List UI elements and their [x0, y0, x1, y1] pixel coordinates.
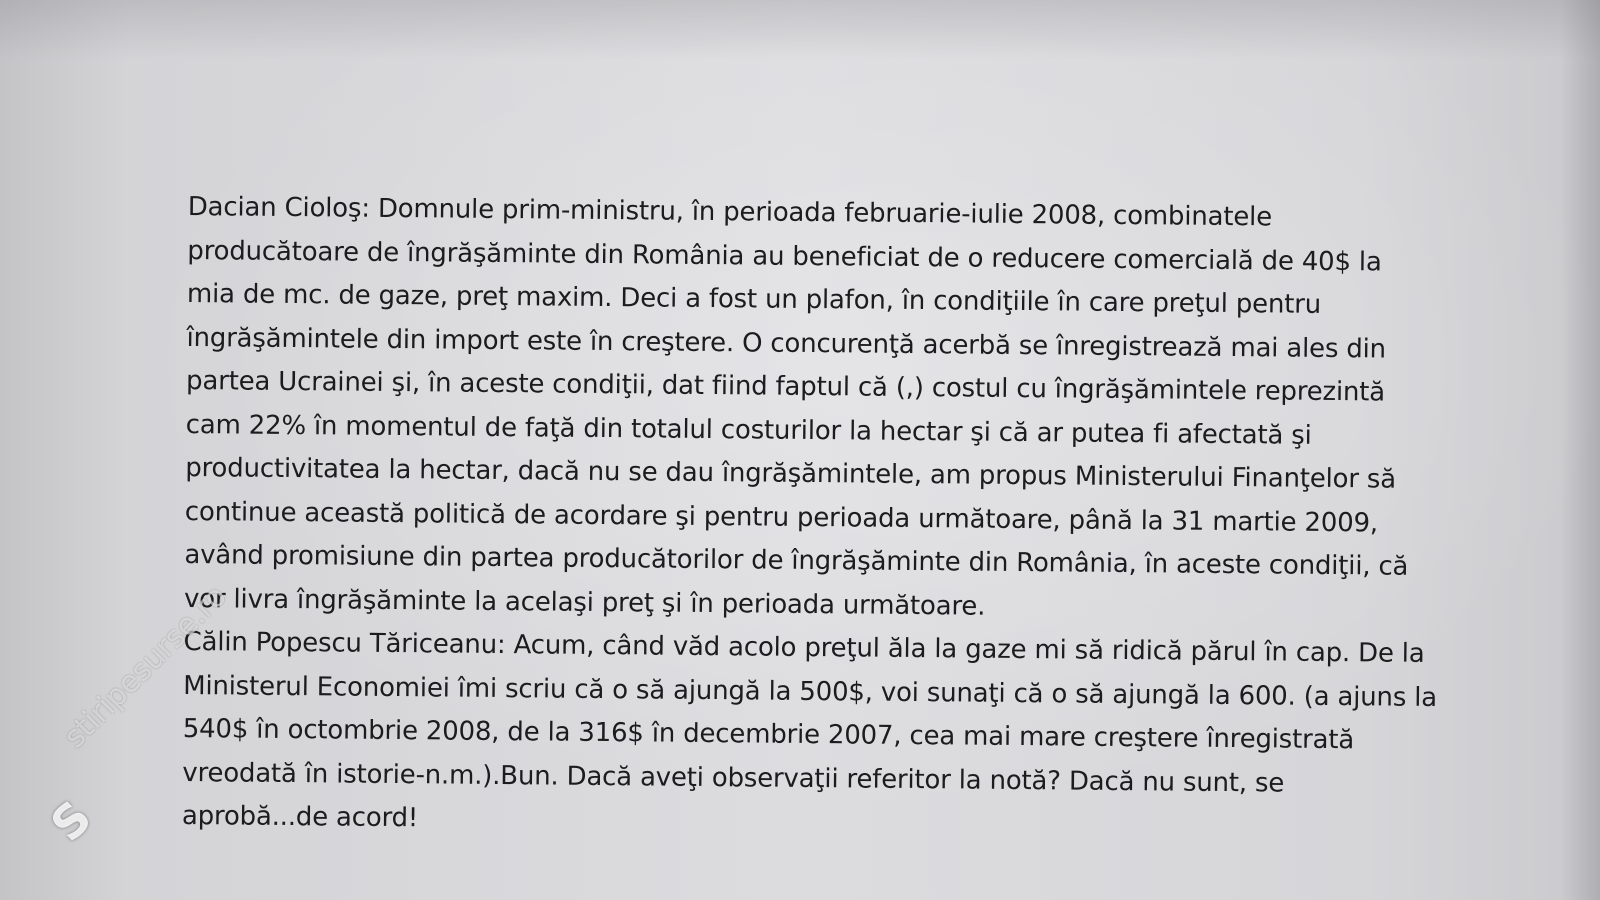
text-line: cam 22% în momentul de faţă din totalul costurilor la hectar şi că ar putea fi afectată şi: [185, 409, 1312, 451]
text-line: aprobă...de acord!: [181, 800, 419, 834]
text-line: productivitatea la hectar, dacă nu se dau îngrăşămintele, am propus Ministerului Finanţelor să: [185, 452, 1397, 495]
text-line: producătoare de îngrăşăminte din România au beneficiat de o reducere comercială de 40$ la: [187, 235, 1382, 277]
text-line: Dacian Cioloş: Domnule prim-ministru, în perioada februarie-iulie 2008, combinatele: [187, 191, 1273, 233]
text-line: mia de mc. de gaze, preţ maxim. Deci a fost un plafon, în condiţiile în care preţul pentru: [186, 278, 1322, 320]
text-line: Călin Popescu Tăriceanu: Acum, când văd acolo preţul ăla la gaze mi să ridică părul în cap. De la: [183, 626, 1425, 669]
text-line: îngrăşămintele din import este în creştere. O concurenţă acerbă se înregistrează mai ales din: [186, 322, 1387, 365]
text-line: 540$ în octombrie 2008, de la 316$ în decembrie 2007, cea mai mare creştere înregistrată: [182, 713, 1355, 756]
watermark-text: stiripesurse.ro: [57, 578, 234, 755]
text-line: având promisiune din partea producătorilor de îngrăşăminte din România, în aceste condiţii, că: [184, 539, 1409, 582]
page-shadow-top: [0, 0, 1600, 60]
text-line: vreodată în istorie-n.m.).Bun. Dacă aveţi observaţii referitor la notă? Dacă nu sunt, se: [182, 757, 1285, 799]
watermark-logo-icon: S: [40, 790, 102, 852]
text-line: partea Ucrainei şi, în aceste condiţii, dat fiind faptul că (,) costul cu îngrăşămintele reprezintă: [185, 365, 1386, 408]
watermark: [40, 578, 340, 860]
text-line: vor livra îngrăşăminte la acelaşi preţ şi în perioada următoare.: [183, 583, 986, 622]
text-line: Ministerul Economiei îmi scriu că o să ajungă la 500$, voi sunaţi că o să ajungă la 600. (a ajuns la: [183, 670, 1438, 713]
document-text: [181, 186, 1438, 850]
page-shadow-right: [1560, 0, 1600, 900]
text-line: continue această politică de acordare şi pentru perioada următoare, până la 31 martie 2009,: [184, 496, 1379, 538]
